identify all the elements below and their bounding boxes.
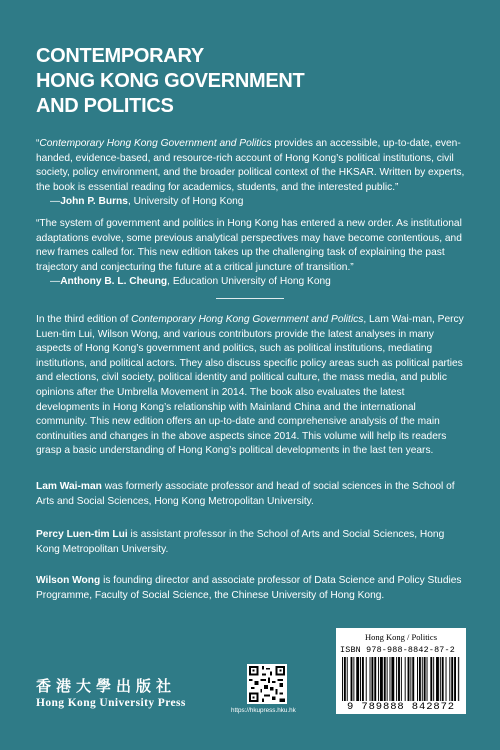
endorsement-quote-2	[36, 217, 466, 290]
quote-author: Anthony B. L. Cheung	[60, 276, 168, 288]
author-bio	[36, 528, 466, 557]
author-name: Lam Wai-man	[36, 481, 102, 492]
barcode-number: 9 789888 842872	[346, 701, 455, 713]
author-name: Percy Luen-tim Lui	[36, 529, 128, 540]
description-book-title: Contemporary Hong Kong Government and Politics	[131, 314, 364, 325]
description-lead: In the third edition of	[36, 314, 132, 325]
author-bio	[36, 480, 466, 509]
quote-affiliation: , Education University of Hong Kong	[167, 276, 331, 288]
book-title-line-3: AND POLITICS	[36, 95, 174, 117]
attribution-dash: —	[50, 276, 61, 288]
quote-text: “The system of government and politics in Hong Kong has entered a new order. As institutional adaptations evolve, some previous analytical perspectives may have become contentious, and new frames called for. This new edition takes up the challenging task of explaining the past trajectory and conjecturing the future at a critical juncture of transition.”	[36, 218, 462, 273]
description-text: , Lam Wai-man, Percy Luen-tim Lui, Wilson Wong, and various contributors provide the latest analyses in many aspects of Hong Kong’s government and politics, such as political institutions, mediating institutions, and political actors. They also discuss specific policy areas such as political parties and elections, civil society, political identity and political culture, the mass media, and public opinions after the Umbrella Movement in 2014. The book also evaluates the latest developments in Hong Kong’s relationship with Mainland China and the international community. This new edition offers an up-to-date and comprehensive analysis of the main continuities and changes in the above aspects since 2014. This volume will help its readers grasp a basic understanding of Hong Kong’s political developments in the last ten years.	[36, 314, 464, 457]
quote-book-title: Contemporary Hong Kong Government and Politics	[39, 138, 272, 149]
quote-attribution	[36, 195, 466, 210]
book-title-line-2: HONG KONG GOVERNMENT	[36, 70, 305, 92]
author-bio	[36, 574, 466, 603]
author-bio-text: is founding director and associate professor of Data Science and Policy Studies Programme, Faculty of Social Science, the Chinese University of Hong Kong.	[36, 575, 462, 601]
endorsement-quote-1	[36, 137, 466, 210]
author-name: Wilson Wong	[36, 575, 101, 586]
section-divider	[216, 298, 284, 299]
book-title-line-1: CONTEMPORARY	[36, 45, 204, 67]
isbn-barcode	[342, 657, 460, 701]
author-bio-text: was formerly associate professor and head of social sciences in the School of Arts and Social Sciences, Hong Kong Metropolitan University.	[36, 481, 455, 507]
publisher-logo-chinese: 香港大學出版社	[36, 677, 177, 695]
publisher-url[interactable]: https://hkupress.hku.hk	[231, 707, 296, 714]
author-bio-text: is assistant professor in the School of Arts and Social Sciences, Hong Kong Metropolitan University.	[36, 529, 445, 555]
book-title	[36, 44, 304, 119]
attribution-dash: —	[50, 196, 61, 208]
subject-category: Hong Kong / Politics	[364, 632, 438, 642]
qr-code	[247, 664, 287, 704]
isbn-label: ISBN 978-988-8842-87-2	[340, 645, 455, 655]
quote-open-mark: “	[36, 138, 40, 149]
quote-author: John P. Burns	[60, 196, 128, 208]
publisher-logo-english: Hong Kong University Press	[36, 697, 186, 709]
quote-affiliation: , University of Hong Kong	[127, 196, 244, 208]
quote-text: provides an accessible, up-to-date, even-handed, evidence-based, and resource-rich account of Hong Kong’s political institutions, civil society, policy environment, and the broader political context of the HKSAR. Written by experts, the book is essential reading for academics, students, and the interested public.”	[36, 138, 465, 193]
barcode-box	[336, 628, 466, 714]
quote-attribution	[36, 275, 466, 290]
book-description	[36, 313, 466, 459]
